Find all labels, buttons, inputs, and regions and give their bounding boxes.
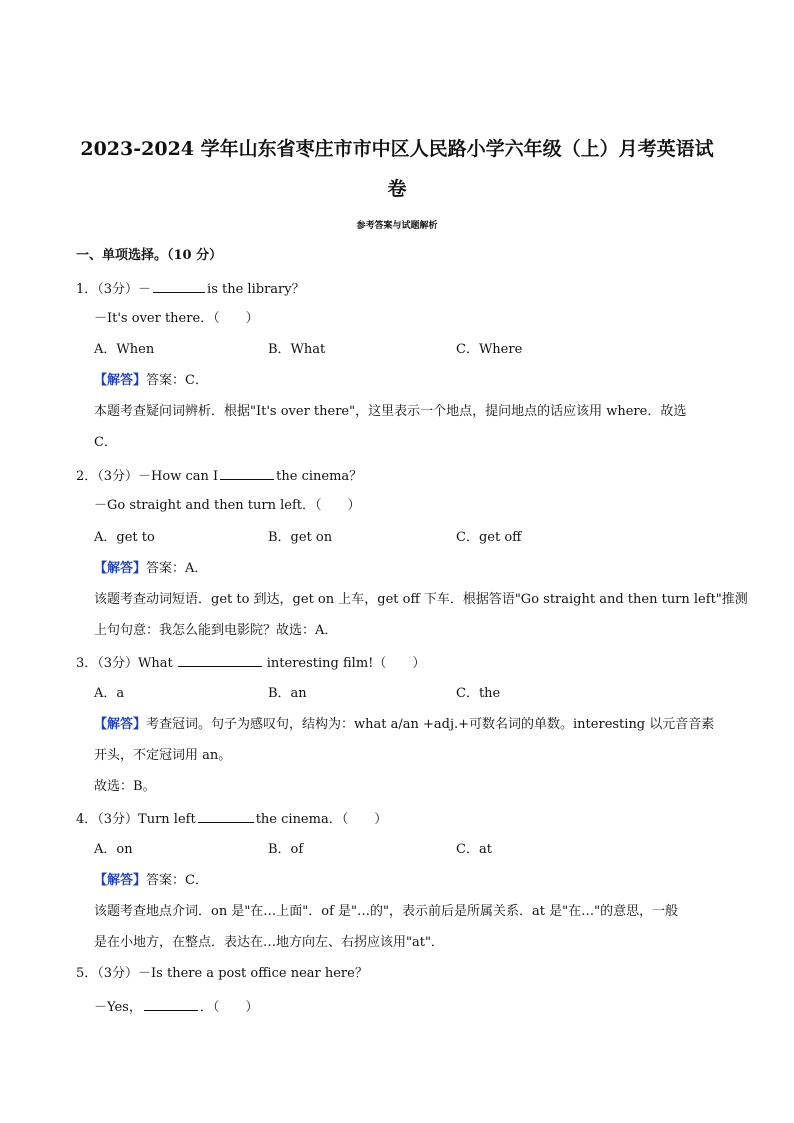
question-2-explanation-cont: 上句句意：我怎么能到电影院？故选：A． [94,623,338,638]
question-2-reply: －Go straight and then turn left．（ ） [94,498,361,513]
page-title: 2023-2024 学年山东省枣庄市市中区人民路小学六年级（上）月考英语试 [80,138,714,160]
question-4-blank [198,809,254,823]
question-2-answer [94,560,207,578]
question-4-explanation-cont: 是在小地方，在整点．表达在…地方向左、右拐应该用"at"． [94,935,444,950]
answer-text: 考查冠词。句子为感叹句，结构为：what a/an +adj.+可数名词的单数。interesting 以元音音素 [146,717,715,732]
question-2-stem: the cinema？ [276,469,363,484]
answer-text: 答案：C． [146,873,208,888]
question-3-prefix: 3．（3分）What [76,656,173,671]
question-3-option-a: A．a [94,686,125,701]
question-4-answer [94,872,208,890]
question-4-option-a: A．on [94,842,133,857]
question-1-explanation: 本题考查疑问词辨析．根据"It's over there"，这里表示一个地点，提问地点的话应该用 where．故选 [94,404,687,419]
question-1-explanation-cont: C． [94,435,117,450]
question-3-conclusion: 故选：B。 [94,779,156,794]
question-2-prefix: 2．（3分）－How can I [76,469,219,484]
answer-label: 【解答】 [94,717,147,732]
question-4-option-c: C．at [456,842,492,857]
page-subtitle: 参考答案与试题解析 [356,221,438,231]
question-3 [76,653,425,673]
page-title-continued: 卷 [387,178,407,200]
question-5-reply-prefix: －Yes， [94,1000,142,1015]
answer-label: 【解答】 [94,561,147,576]
question-4-explanation: 该题考查地点介词．on 是"在…上面"．of 是"…的"，表示前后是所属关系．at 是"在…"的意思，一般 [94,904,679,919]
question-1-prefix: 1．（3分）－ [76,282,152,297]
question-3-stem: interesting film!（ ） [266,656,426,671]
question-5-reply [94,997,258,1017]
question-3-option-b: B．an [268,686,307,701]
question-4 [76,809,387,829]
answer-text: 答案：A． [146,561,208,576]
question-3-blank [178,653,262,667]
question-1-option-c: C．Where [456,342,523,357]
question-4-stem: the cinema．（ ） [255,812,388,827]
question-2-option-c: C．get off [456,530,522,545]
question-5-reply-suffix: ．（ ） [199,1000,259,1015]
question-5: 5．（3分）－Is there a post office near here？ [76,966,368,981]
question-5-blank [144,997,198,1011]
question-3-explanation-cont: 开头，不定冠词用 an。 [94,748,232,763]
question-1-option-b: B．What [268,342,326,357]
question-1-reply: －It's over there．（ ） [94,311,259,326]
question-2-option-a: A．get to [94,530,155,545]
question-1-answer [94,372,208,390]
question-1 [76,279,305,299]
question-1-option-a: A．When [94,342,155,357]
question-2-blank [220,466,274,480]
answer-label: 【解答】 [94,873,147,888]
question-2 [76,466,362,486]
question-3-option-c: C．the [456,686,501,701]
question-1-stem: is the library？ [207,282,305,297]
question-4-prefix: 4．（3分）Turn left [76,812,196,827]
question-2-option-b: B．get on [268,530,333,545]
question-1-blank [153,279,205,293]
answer-label: 【解答】 [94,373,147,388]
answer-text: 答案：C． [146,373,208,388]
question-2-explanation: 该题考查动词短语．get to 到达，get on 上车，get off 下车．根据答语"Go straight and then turn left"推测 [94,592,748,607]
question-4-option-b: B．of [268,842,304,857]
section-heading: 一、单项选择。（10 分） [76,248,223,263]
question-3-answer [94,716,714,734]
